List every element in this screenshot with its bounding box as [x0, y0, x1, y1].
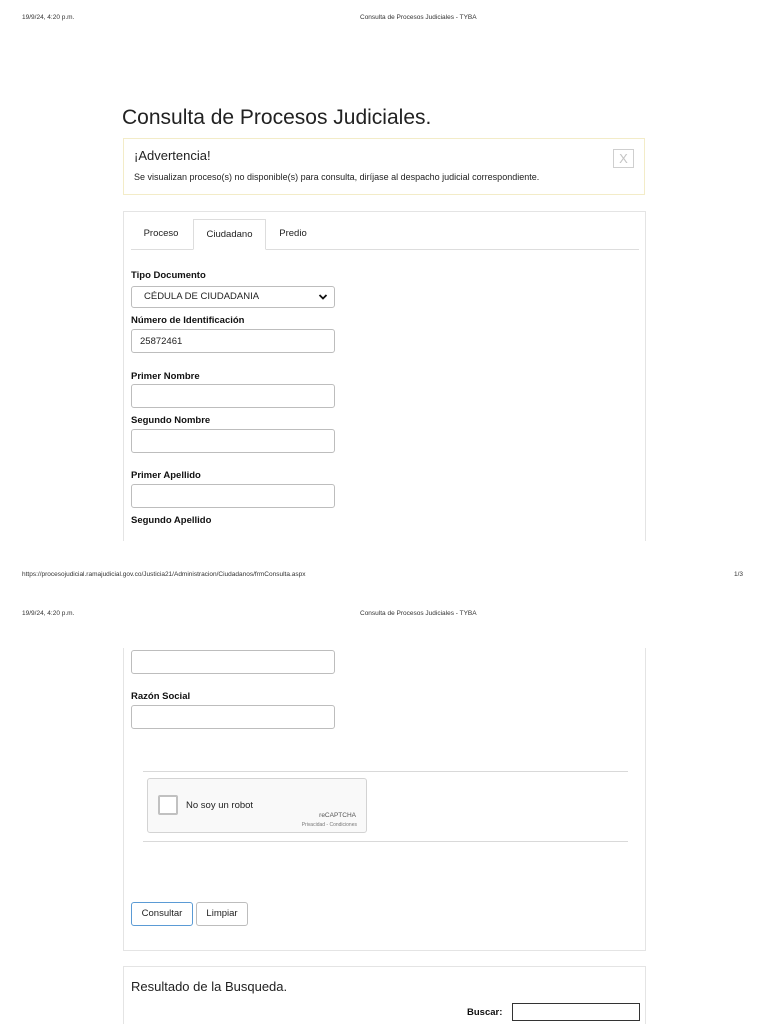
print-url: https://procesojudicial.ramajudicial.gov.co/Justicia21/Administracion/Ciudadanos/frmConsulta.aspx: [22, 571, 306, 578]
segundo-nombre-label: Segundo Nombre: [131, 415, 211, 426]
numero-identificacion-input[interactable]: [131, 329, 335, 353]
tipo-documento-label: Tipo Documento: [131, 270, 206, 281]
warning-alert: [123, 138, 645, 195]
segundo-apellido-label: Segundo Apellido: [131, 515, 212, 526]
tipo-documento-selected: CÉDULA DE CIUDADANIA: [144, 291, 260, 302]
primer-nombre-label: Primer Nombre: [131, 371, 200, 382]
primer-nombre-input[interactable]: [131, 384, 335, 408]
page-title: Consulta de Procesos Judiciales.: [122, 106, 432, 129]
recaptcha-checkbox[interactable]: [158, 795, 178, 815]
primer-apellido-label: Primer Apellido: [131, 470, 201, 481]
consultar-button[interactable]: Consultar: [131, 902, 193, 926]
recaptcha-label: No soy un robot: [186, 800, 254, 811]
primer-apellido-input[interactable]: [131, 484, 335, 508]
tipo-documento-select[interactable]: [131, 286, 335, 308]
print-page-title-2: Consulta de Procesos Judiciales - TYBA: [360, 610, 477, 617]
chevron-down-icon: [318, 291, 328, 303]
alert-message: Se visualizan proceso(s) no disponible(s) para consulta, diríjase al despacho judicial correspondiente.: [134, 172, 540, 182]
tab-ciudadano[interactable]: Ciudadano: [193, 219, 266, 250]
recaptcha-widget: [147, 778, 367, 833]
tab-predio[interactable]: Predio: [279, 228, 307, 239]
razon-social-input[interactable]: [131, 705, 335, 729]
recaptcha-privacy-links[interactable]: Privacidad - Condiciones: [301, 822, 357, 828]
alert-close-button[interactable]: X: [613, 149, 634, 168]
search-form-panel: [123, 211, 646, 541]
alert-title: ¡Advertencia!: [134, 148, 211, 163]
print-page-title: Consulta de Procesos Judiciales - TYBA: [360, 14, 477, 21]
results-search-input[interactable]: [512, 1003, 640, 1021]
print-page-number: 1/3: [734, 571, 744, 578]
print-timestamp-2: 19/9/24, 4:20 p.m.: [22, 610, 75, 617]
results-title: Resultado de la Busqueda.: [131, 979, 288, 994]
print-timestamp: 19/9/24, 4:20 p.m.: [22, 14, 75, 21]
captcha-divider-bottom: [143, 841, 628, 842]
segundo-apellido-input[interactable]: [131, 650, 335, 674]
results-panel: [123, 966, 646, 1024]
tab-proceso[interactable]: Proceso: [143, 228, 179, 239]
captcha-divider-top: [143, 771, 628, 772]
numero-identificacion-label: Número de Identificación: [131, 315, 245, 326]
results-search-label: Buscar:: [467, 1007, 503, 1018]
razon-social-label: Razón Social: [131, 691, 191, 702]
segundo-nombre-input[interactable]: [131, 429, 335, 453]
limpiar-button[interactable]: Limpiar: [196, 902, 248, 926]
recaptcha-brand: reCAPTCHA: [319, 812, 356, 819]
